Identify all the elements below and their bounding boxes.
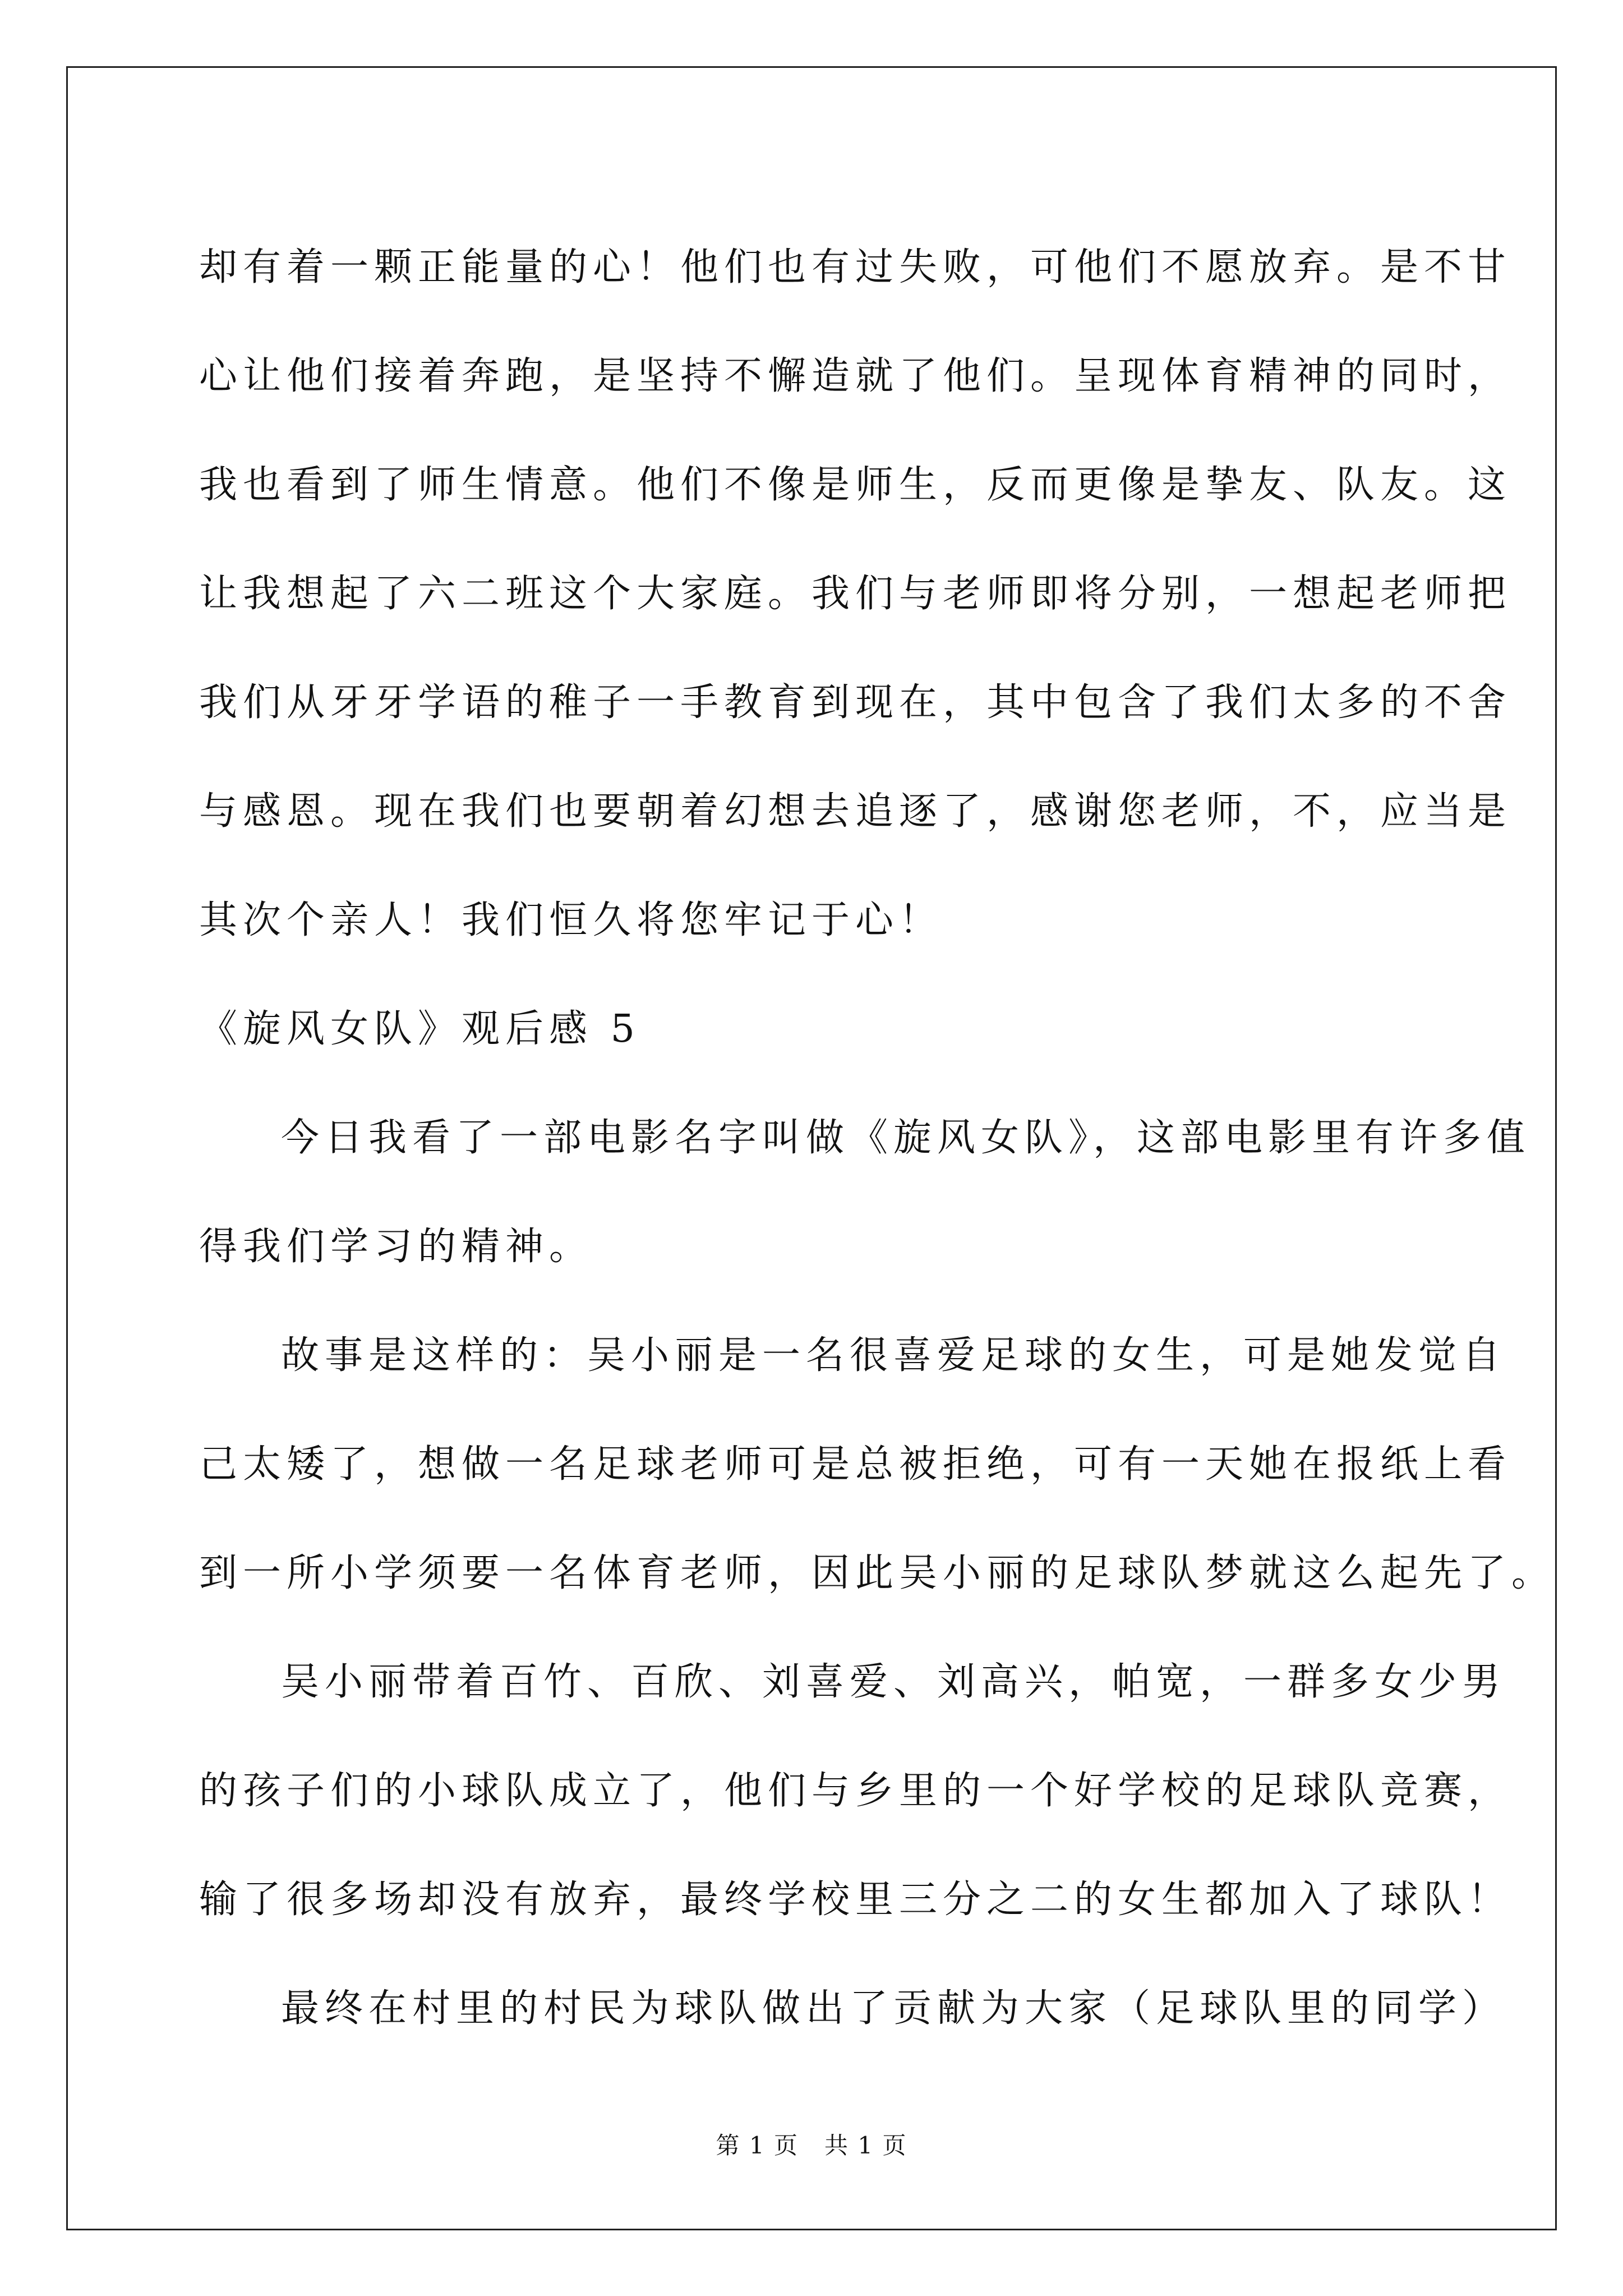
paragraph-line: 故事是这样的：吴小丽是一名很喜爱足球的女生，可是她发觉自 bbox=[281, 1333, 1506, 1378]
section-heading: 《旋风女队》观后感 5 bbox=[199, 1007, 640, 1051]
document-body bbox=[199, 213, 1556, 2063]
paragraph-line: 心让他们接着奔跑，是坚持不懈造就了他们。呈现体育精神的同时， bbox=[199, 354, 1512, 398]
paragraph-line: 我也看到了师生情意。他们不像是师生，反而更像是挚友、队友。这 bbox=[199, 463, 1512, 507]
paragraph-line: 最终在村里的村民为球队做出了贡献为大家（足球队里的同学） bbox=[281, 1986, 1506, 2031]
paragraph-line: 吴小丽带着百竹、百欣、刘喜爱、刘高兴，帕宽，一群多女少男 bbox=[281, 1660, 1506, 1704]
paragraph-line: 输了很多场却没有放弃，最终学校里三分之二的女生都加入了球队！ bbox=[199, 1878, 1512, 1922]
paragraph-line: 让我想起了六二班这个大家庭。我们与老师即将分别，一想起老师把 bbox=[199, 572, 1512, 616]
paragraph-line: 得我们学习的精神。 bbox=[199, 1225, 593, 1269]
paragraph-line: 其次个亲人！我们恒久将您牢记于心！ bbox=[199, 898, 943, 942]
page-footer: 第 1 页 共 1 页 bbox=[716, 2132, 907, 2159]
paragraph-line: 却有着一颗正能量的心！他们也有过失败，可他们不愿放弃。是不甘 bbox=[199, 245, 1512, 289]
paragraph-line: 的孩子们的小球队成立了，他们与乡里的一个好学校的足球队竞赛， bbox=[199, 1769, 1512, 1813]
paragraph-line: 今日我看了一部电影名字叫做《旋风女队》，这部电影里有许多值 bbox=[281, 1116, 1531, 1160]
paragraph-line: 我们从牙牙学语的稚子一手教育到现在，其中包含了我们太多的不舍 bbox=[199, 680, 1512, 725]
paragraph-line: 到一所小学须要一名体育老师，因此吴小丽的足球队梦就这么起先了。 bbox=[199, 1551, 1556, 1595]
paragraph-line: 己太矮了，想做一名足球老师可是总被拒绝，可有一天她在报纸上看 bbox=[199, 1442, 1512, 1487]
paragraph-line: 与感恩。现在我们也要朝着幻想去追逐了，感谢您老师，不，应当是 bbox=[199, 789, 1512, 834]
